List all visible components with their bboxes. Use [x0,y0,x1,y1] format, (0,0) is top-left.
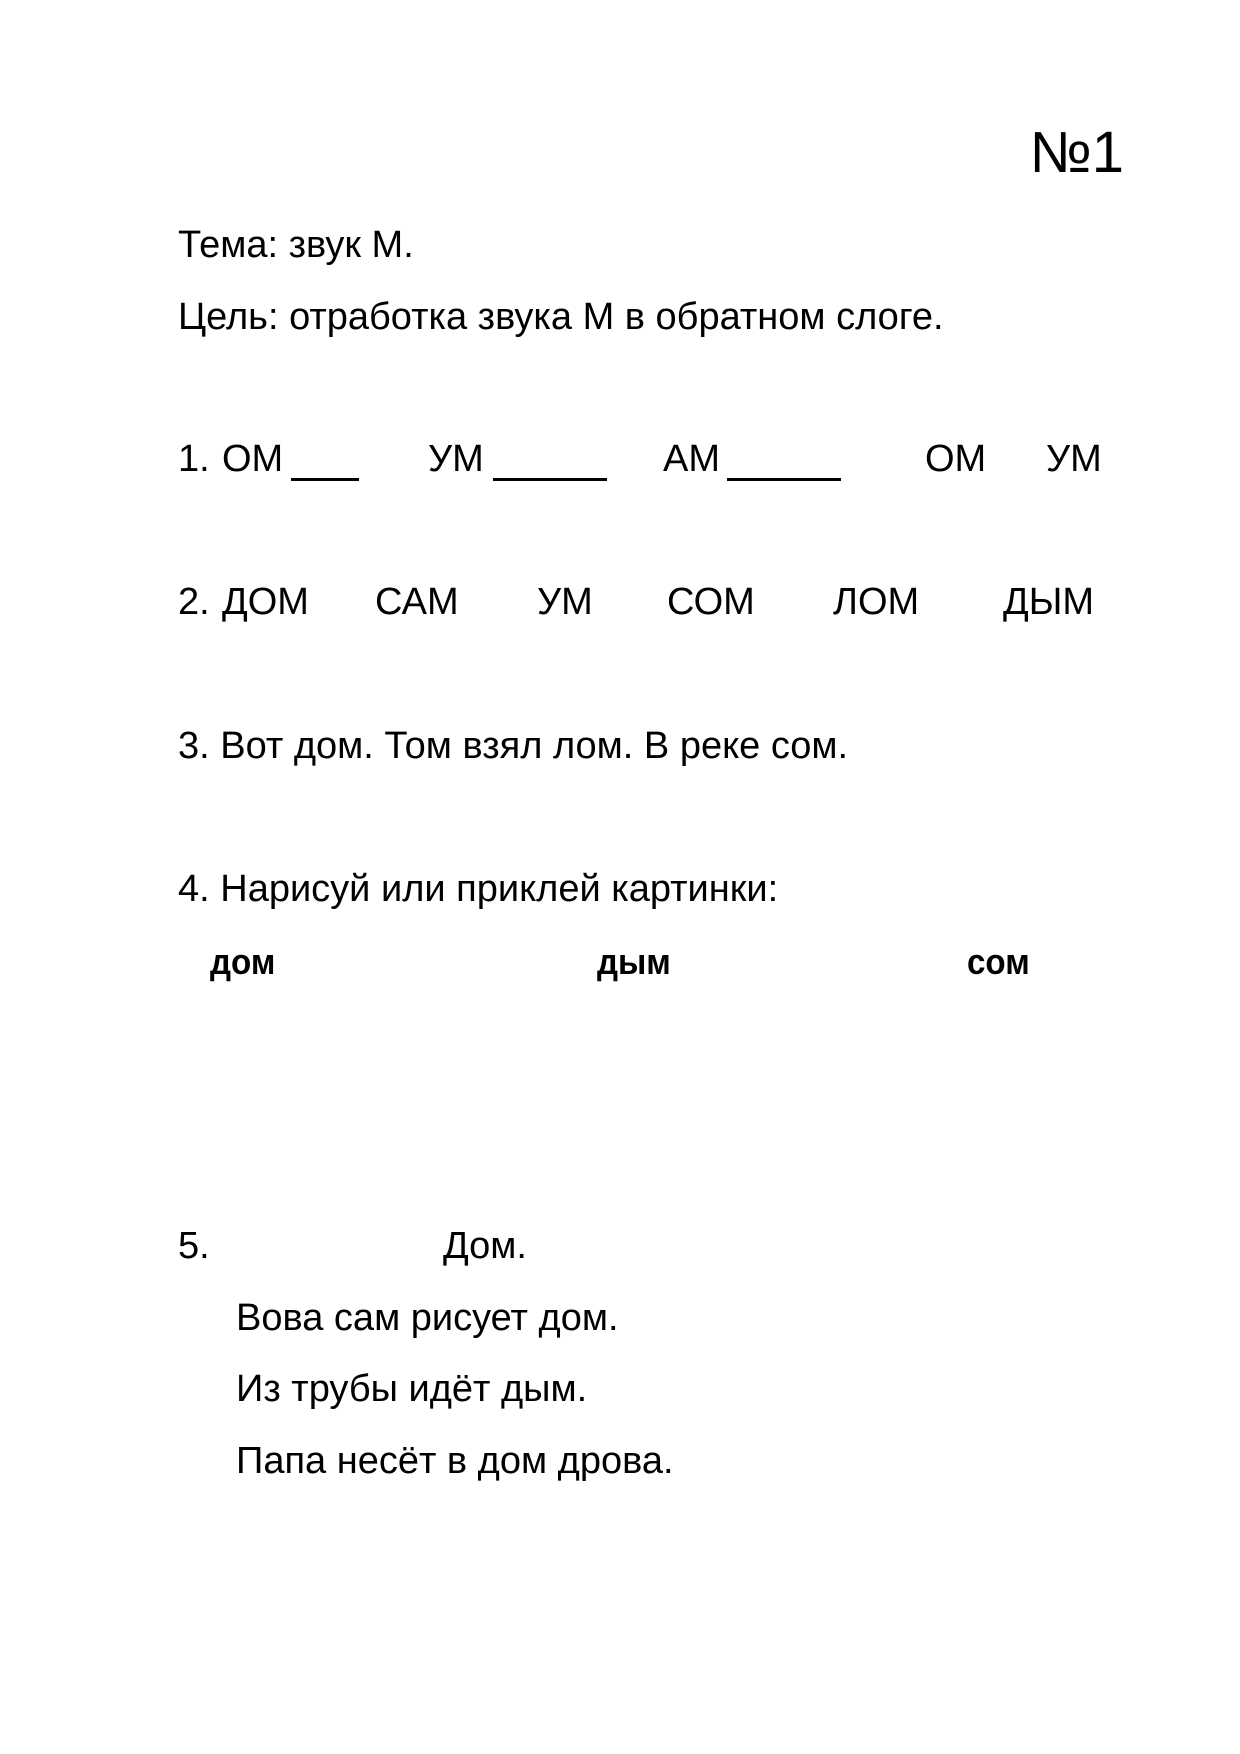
task-5-label: 5. [178,1225,210,1267]
worksheet-number: №1 [1029,120,1124,185]
word-dom: ДОМ [222,581,309,623]
syllable-text: ОМ [222,438,284,480]
fill-blank[interactable] [493,478,607,481]
fill-blank[interactable] [291,478,359,481]
picture-label-dom: дом [210,941,276,982]
task-3-sentences: 3. Вот дом. Том взял лом. В реке сом. [178,725,849,767]
task-1-label: 1. [178,438,210,480]
syllable-om-2: ОМ [925,438,987,480]
syllable-am [663,440,720,478]
topic-line: Тема: звук М. [178,224,414,266]
picture-label-som: сом [967,941,1030,982]
picture-label-dym: дым [597,941,671,982]
task-2-label: 2. [178,581,210,623]
goal-line: Цель: отработка звука М в обратном слоге. [178,296,944,338]
picture-area[interactable] [178,1000,1124,1200]
word-dym: ДЫМ [1003,581,1095,623]
syllable-text: УМ [428,438,484,480]
syllable-um [428,440,484,478]
fill-blank[interactable] [727,478,841,481]
story-line-1: Вова сам рисует дом. [236,1297,619,1339]
syllable-text: АМ [663,438,720,480]
story-line-3: Папа несёт в дом дрова. [236,1440,674,1482]
story-line-2: Из трубы идёт дым. [236,1368,588,1410]
word-som: СОМ [667,581,755,623]
story-title: Дом. [443,1225,527,1267]
word-lom: ЛОМ [833,581,920,623]
syllable-om [222,440,283,478]
word-sam: САМ [375,581,459,623]
word-um: УМ [537,581,593,623]
task-4-instruction: 4. Нарисуй или приклей картинки: [178,868,779,910]
syllable-um-2: УМ [1046,438,1102,480]
